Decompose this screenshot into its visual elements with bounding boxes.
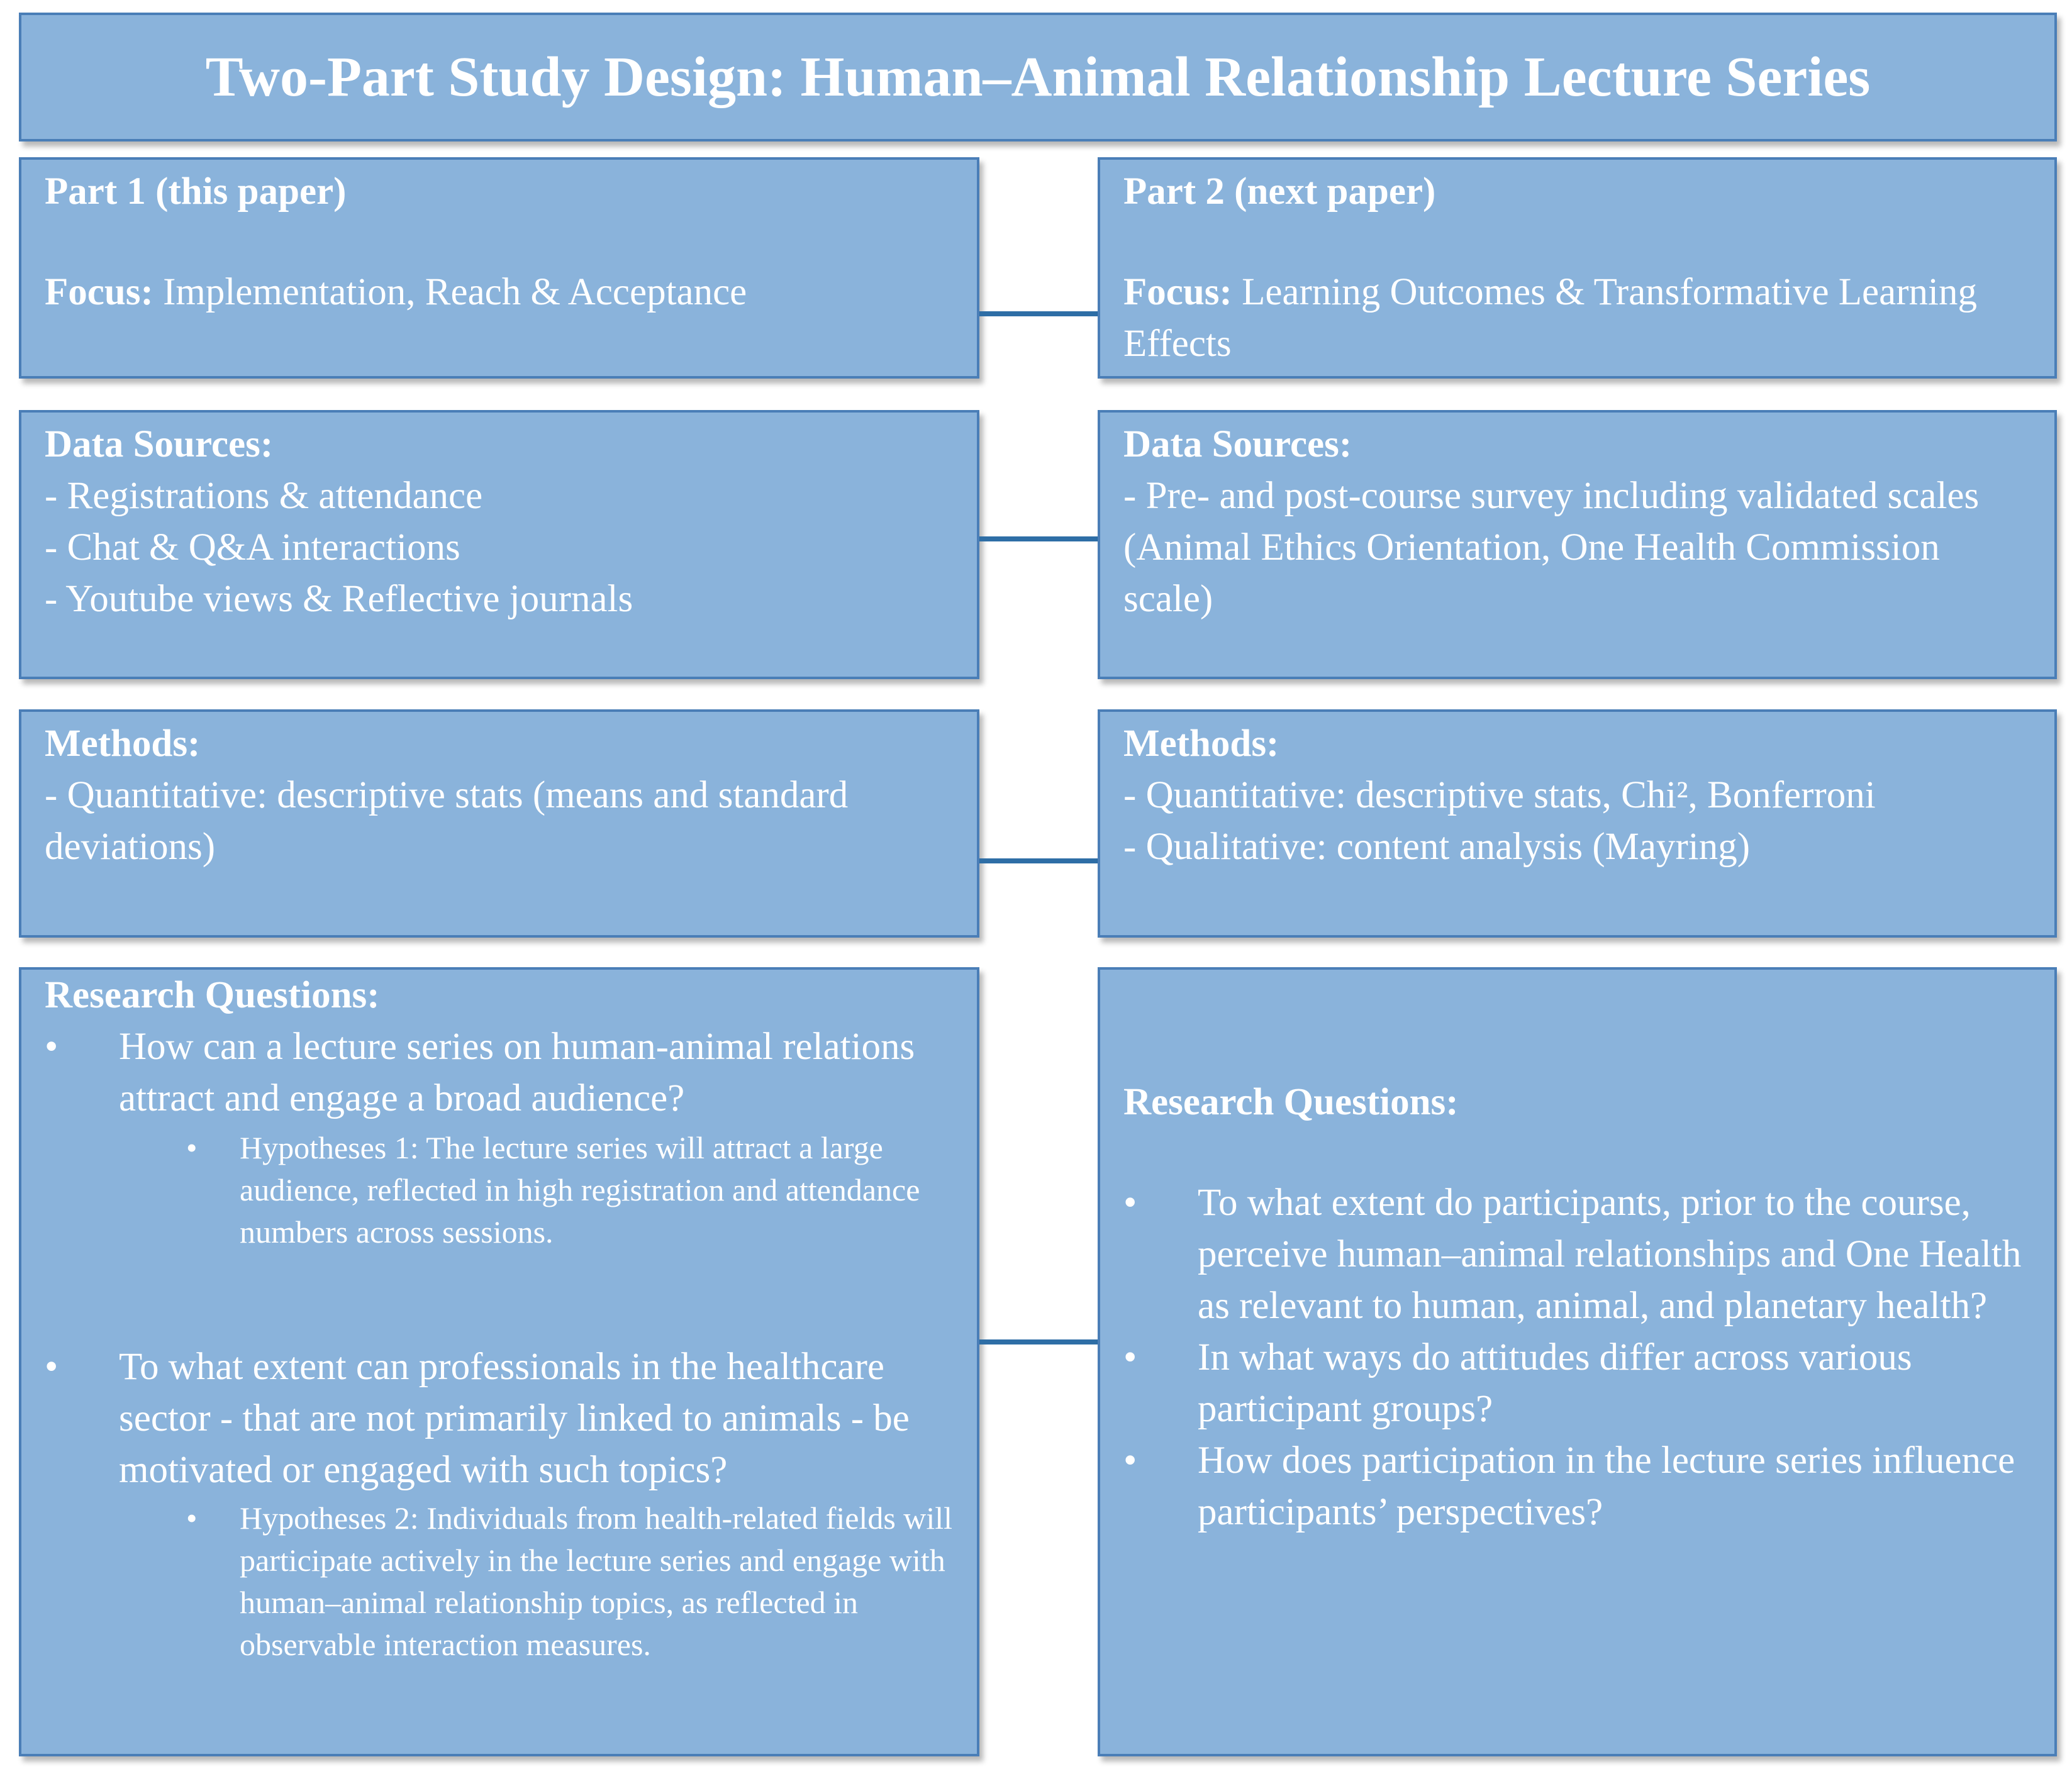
research-question-text: In what ways do attitudes differ across various participant groups? (1198, 1336, 1912, 1430)
part1-data-source-item: - Chat & Q&A interactions (45, 526, 460, 568)
research-question-item (45, 1021, 958, 1124)
connector-row4 (979, 1339, 1098, 1344)
part1-data-sources-box (19, 410, 979, 679)
research-question-item (1123, 1177, 2036, 1332)
bullet-icon: • (186, 1500, 198, 1536)
part2-method-item: - Qualitative: content analysis (Mayring) (1123, 826, 1751, 868)
bullet-icon: • (1123, 1336, 1137, 1378)
part2-data-sources-box (1098, 410, 2057, 679)
part1-focus-box (19, 157, 979, 379)
hypothesis-text: Hypotheses 1: The lecture series will attract a large audience, reflected in high registration and attendance numbers across sessions. (240, 1130, 920, 1250)
part1-data-source-item: - Youtube views & Reflective journals (45, 578, 633, 620)
part2-data-sources-text: - Pre- and post-course survey including validated scales (Animal Ethics Orientation, One Health Commission scale) (1123, 475, 1980, 620)
connector-row3 (979, 858, 1098, 863)
part1-methods-box (19, 709, 979, 938)
research-question-text: How can a lecture series on human-animal relations attract and engage a broad audience? (119, 1026, 915, 1119)
research-question-text: To what extent do participants, prior to the course, perceive human–animal relationships and One Health as relevant to human, animal, and planetary health? (1198, 1182, 2022, 1327)
part2-research-questions-box (1098, 967, 2057, 1756)
title-box (19, 13, 2057, 141)
bullet-icon: • (1123, 1439, 1137, 1482)
connector-row1 (979, 311, 1098, 316)
part2-focus-label: Focus: (1123, 271, 1232, 313)
part2-heading: Part 2 (next paper) (1123, 170, 1436, 213)
part2-data-sources-label: Data Sources: (1123, 423, 1352, 465)
part2-focus-box (1098, 157, 2057, 379)
part1-heading: Part 1 (this paper) (45, 170, 347, 213)
bullet-icon: • (1123, 1182, 1137, 1224)
part1-methods-text: - Quantitative: descriptive stats (means and standard deviations) (45, 774, 849, 868)
connector-row2 (979, 536, 1098, 541)
hypothesis-item (45, 1127, 958, 1253)
part2-methods-box (1098, 709, 2057, 938)
part2-focus (1123, 267, 2036, 370)
part1-data-source-item: - Registrations & attendance (45, 475, 483, 517)
research-question-item (1123, 1435, 2036, 1538)
hypothesis-item (45, 1497, 958, 1666)
part2-method-item: - Quantitative: descriptive stats, Chi², Bonferroni (1123, 774, 1876, 816)
bullet-icon: • (45, 1026, 58, 1068)
part1-focus-text: Implementation, Reach & Acceptance (153, 271, 747, 313)
bullet-icon: • (186, 1130, 198, 1165)
part2-methods-label: Methods: (1123, 723, 1279, 765)
part1-focus-label: Focus: (45, 271, 153, 313)
bullet-icon: • (45, 1346, 58, 1388)
part1-research-questions-box (19, 967, 979, 1756)
research-question-item (45, 1341, 958, 1496)
diagram-title: Two-Part Study Design: Human–Animal Relationship Lecture Series (205, 45, 1871, 108)
part1-methods-label: Methods: (45, 723, 201, 765)
research-question-text: How does participation in the lecture series influence participants’ perspectives? (1198, 1439, 2015, 1533)
research-question-item (1123, 1332, 2036, 1435)
part2-rq-label: Research Questions: (1123, 1081, 1459, 1123)
part1-data-sources-label: Data Sources: (45, 423, 274, 465)
research-question-text: To what extent can professionals in the healthcare sector - that are not primarily linked to animals - be motivated or engaged with such topics? (119, 1346, 910, 1491)
part2-focus-text: Learning Outcomes & Transformative Learning Effects (1123, 271, 1977, 365)
hypothesis-text: Hypotheses 2: Individuals from health-related fields will participate actively in the lecture series and engage with human–animal relationship topics, as reflected in observable interaction measures. (240, 1500, 953, 1662)
part1-focus (45, 267, 958, 318)
part1-rq-label: Research Questions: (45, 974, 380, 1016)
